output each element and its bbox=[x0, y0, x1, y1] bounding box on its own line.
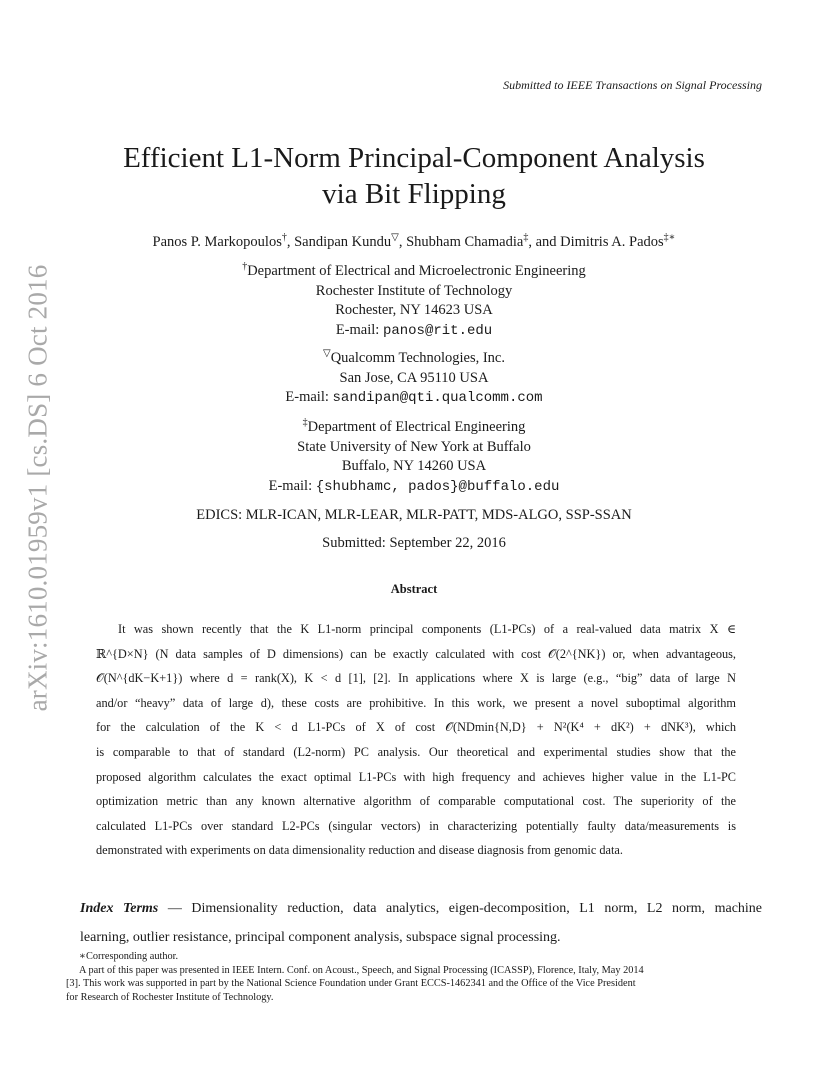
abstract-line: optimization metric than any known alternative algorithm of comparable computational cost. The superiority of the bbox=[96, 794, 736, 809]
affiliation-city: Buffalo, NY 14260 USA bbox=[341, 458, 487, 474]
author-4-mark: ‡∗ bbox=[663, 232, 676, 244]
author-2: Sandipan Kundu bbox=[294, 234, 392, 250]
running-header: Submitted to IEEE Transactions on Signal Processing bbox=[503, 78, 762, 92]
edics-line: EDICS: MLR-ICAN, MLR-LEAR, MLR-PATT, MDS-ALGO, SSP-SSAN bbox=[196, 507, 632, 523]
abstract-line: and/or “heavy” data of large d), these costs are prohibitive. In this work, we present a novel suboptimal algorithm bbox=[96, 695, 736, 710]
abstract-heading: Abstract bbox=[390, 582, 438, 596]
email-label: E-mail: bbox=[335, 321, 380, 338]
footnote-line-1: A part of this paper was presented in IEEE Intern. Conf. on Acoust., Speech, and Signal Processing (ICASSP), Florence, Italy, May 2014 bbox=[79, 964, 644, 976]
abstract-line: for the calculation of the K < d L1-PCs of X of cost 𝒪(NDmin{N,D} + N²(K⁴ + dK²) + dNK³), which bbox=[96, 720, 736, 735]
affiliation-qualcomm bbox=[0, 349, 828, 409]
email-label: E-mail: bbox=[268, 477, 313, 494]
affiliation-mark: ▽ bbox=[323, 348, 331, 360]
footnote-line-3: for Research of Rochester Institute of Technology. bbox=[66, 991, 274, 1003]
author-1-mark: † bbox=[281, 232, 287, 244]
affiliation-rit bbox=[0, 262, 828, 341]
affiliation-dept: Qualcomm Technologies, Inc. bbox=[330, 350, 505, 366]
title-line-1: Efficient L1-Norm Principal-Component Analysis bbox=[123, 142, 705, 174]
affiliation-institution: State University of New York at Buffalo bbox=[297, 438, 531, 455]
title-line-2: via Bit Flipping bbox=[322, 178, 506, 210]
author-1: Panos P. Markopoulos bbox=[152, 234, 282, 250]
affiliation-mark: † bbox=[242, 261, 248, 273]
footnote-line-2: [3]. This work was supported in part by the National Science Foundation under Grant ECCS-1462341 and the Office of the Vice President bbox=[66, 978, 636, 989]
footnotes bbox=[66, 950, 762, 1004]
index-terms-line-1: — Dimensionality reduction, data analytics, eigen-decomposition, L1 norm, L2 norm, machine bbox=[167, 901, 763, 916]
affiliation-institution: Rochester Institute of Technology bbox=[315, 282, 513, 299]
affiliation-dept: Department of Electrical and Microelectronic Engineering bbox=[247, 263, 586, 279]
affiliation-city: Rochester, NY 14623 USA bbox=[335, 302, 493, 318]
author-3: Shubham Chamadia bbox=[406, 234, 524, 250]
abstract-body bbox=[96, 617, 736, 863]
paper-title bbox=[0, 140, 828, 212]
author-2-mark: ▽ bbox=[391, 232, 399, 244]
affiliation-dept: Department of Electrical Engineering bbox=[307, 419, 526, 435]
author-list: Panos P. Markopoulos†, Sandipan Kundu▽, Shubham Chamadia‡, and Dimitris A. Pados‡∗ bbox=[152, 232, 676, 250]
footnote-corresponding: ∗Corresponding author. bbox=[79, 951, 179, 962]
affiliation-city: San Jose, CA 95110 USA bbox=[339, 369, 489, 386]
index-terms-line-2: learning, outlier resistance, principal component analysis, subspace signal processing. bbox=[80, 930, 561, 945]
abstract-line: 𝒪(N^{dK−K+1}) where d = rank(X), K < d [1], [2]. In applications where X is large (e.g., “big” data of large N bbox=[96, 671, 736, 686]
index-terms bbox=[80, 894, 762, 952]
email-address: {shubhamc, pados}@buffalo.edu bbox=[315, 478, 560, 495]
abstract-line: is comparable to that of standard (L2-norm) PC analysis. Our theoretical and experimental studies show that the bbox=[96, 744, 736, 759]
abstract-line: ℝ^{D×N} (N data samples of D dimensions) can be exactly calculated with cost 𝒪(2^{NK}) or, when advantageous, bbox=[96, 646, 736, 661]
abstract-line: proposed algorithm calculates the exact optimal L1-PCs with high frequency and achieves higher value in the L1-PC bbox=[96, 769, 736, 784]
affiliation-mark: ‡ bbox=[302, 417, 308, 429]
email-label: E-mail: bbox=[285, 389, 329, 405]
arxiv-stamp-text: arXiv:1610.01959v1 [cs.DS] 6 Oct 2016 bbox=[22, 264, 53, 712]
email-address: panos@rit.edu bbox=[382, 322, 493, 339]
abstract-line: It was shown recently that the K L1-norm principal components (L1-PCs) of a real-valued data matrix X ∈ bbox=[118, 622, 736, 636]
author-4: and Dimitris A. Pados bbox=[535, 234, 664, 250]
submission-date: Submitted: September 22, 2016 bbox=[322, 535, 506, 551]
affiliation-buffalo bbox=[0, 418, 828, 497]
email-address: sandipan@qti.qualcomm.com bbox=[332, 390, 543, 406]
author-3-mark: ‡ bbox=[523, 232, 529, 244]
abstract-line: calculated L1-PCs over standard L2-PCs (singular vectors) in characterizing potentially faulty data/measurements is bbox=[96, 818, 736, 833]
abstract-line: demonstrated with experiments on data dimensionality reduction and disease diagnosis from genomic data. bbox=[96, 843, 623, 858]
index-terms-label: Index Terms bbox=[80, 901, 159, 916]
